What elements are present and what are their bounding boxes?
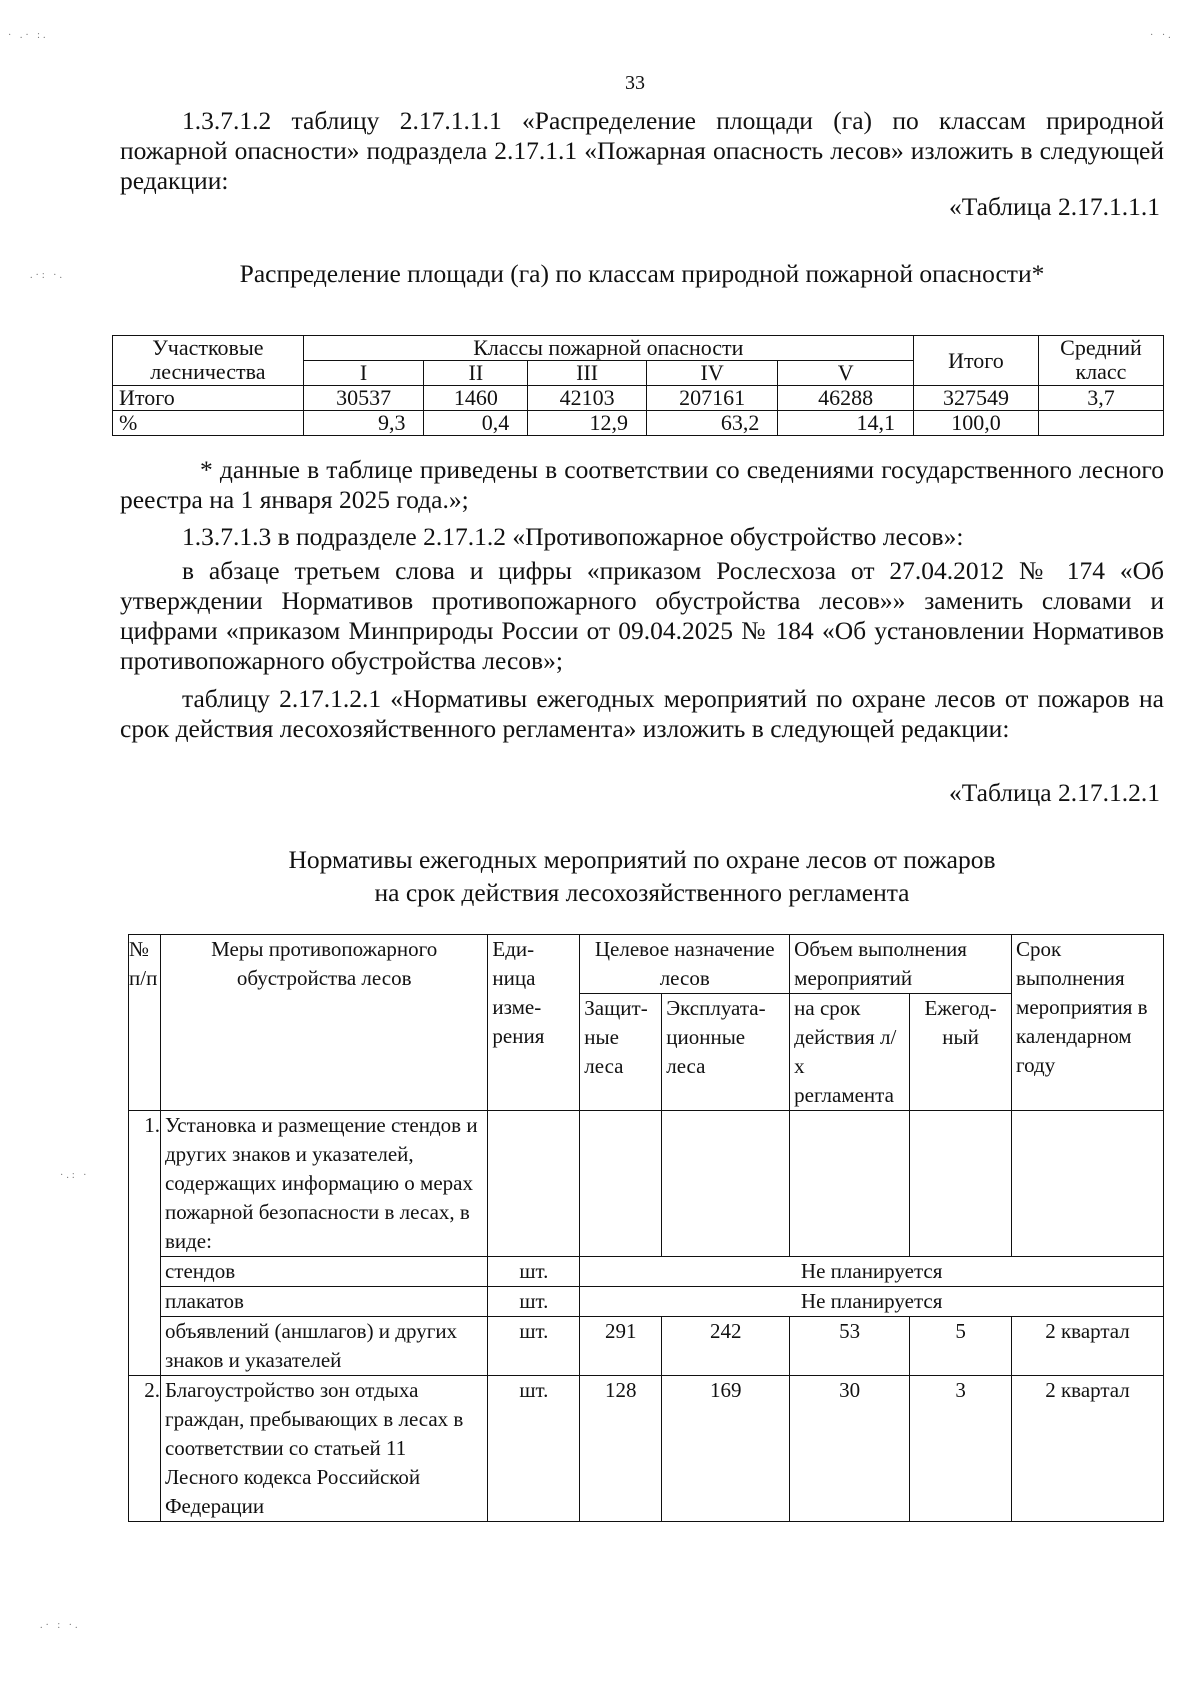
row-measure-text: Установка и размещение стендов и других знаков и указателей, содержащих информацию о мерах пожарной безопасности в лесах, в виде: [160, 1111, 487, 1257]
table1-reference: «Таблица 2.17.1.1.1 [948, 192, 1160, 221]
cell-average: 3,7 [1038, 386, 1163, 411]
fire-protection-measures-table [128, 934, 1164, 1522]
header-exploitation-forests: Эксплуата-ционные леса [662, 994, 790, 1111]
header-total: Итого [913, 336, 1038, 386]
row-label: % [113, 411, 304, 436]
row-not-planned: Не планируется [580, 1287, 1164, 1317]
cell-period: 53 [790, 1317, 910, 1376]
header-protective-forests: Защит-ные леса [580, 994, 662, 1111]
header-classes: Классы пожарной опасности [303, 336, 913, 361]
header-class-3: III [528, 361, 647, 386]
table2-reference: «Таблица 2.17.1.2.1 [948, 778, 1160, 807]
cell-value: 42103 [528, 386, 647, 411]
table1-footnote: * данные в таблице приведены в соответствии со сведениями государственного лесного реестра на 1 января 2025 года.»; [120, 455, 1164, 514]
cell-value: 30537 [303, 386, 424, 411]
row-unit: шт. [488, 1376, 580, 1522]
header-class-2: II [424, 361, 528, 386]
row-not-planned: Не планируется [580, 1257, 1164, 1287]
header-unit: Еди-ница изме-рения [488, 935, 580, 1111]
page-number: 33 [625, 72, 645, 94]
header-annual: Ежегод-ный [910, 994, 1012, 1111]
header-forest-purpose: Целевое назначение лесов [580, 935, 790, 994]
paragraph-1-3-7-1-2: 1.3.7.1.2 таблицу 2.17.1.1.1 «Распределение площади (га) по классам природной пожарной опасности» подраздела 2.17.1.1 «Пожарная опасность лесов» изложить в следующей редакции: [120, 106, 1164, 195]
table1-title: Распределение площади (га) по классам природной пожарной опасности* [239, 259, 1045, 288]
table-row [129, 1111, 1164, 1257]
header-class-4: IV [646, 361, 777, 386]
row-unit: шт. [488, 1257, 580, 1287]
row-unit: шт. [488, 1317, 580, 1376]
header-forestry: Участковые лесничества [113, 336, 304, 386]
table-row [129, 1287, 1164, 1317]
table2-title-line2: на срок действия лесохозяйственного регламента [374, 878, 910, 907]
row-number: 1. [129, 1111, 161, 1376]
cell-deadline: 2 квартал [1012, 1376, 1164, 1522]
table-row [113, 411, 1164, 436]
row-measure-text: плакатов [160, 1287, 487, 1317]
cell-total: 327549 [913, 386, 1038, 411]
cell-value: 63,2 [646, 411, 777, 436]
cell-annual: 5 [910, 1317, 1012, 1376]
cell-value: 14,1 [778, 411, 914, 436]
scan-noise: .· : ·. [40, 1620, 81, 1631]
scan-noise: · .· :. [8, 30, 49, 41]
paragraph-order-replacement: в абзаце третьем слова и цифры «приказом Рослесхоза от 27.04.2012 № 174 «Об утверждении Нормативов противопожарного обустройства лесов»» заменить словами и цифрами «приказом Минприроды России от 09.04.2025 № 184 «Об установлении Нормативов противопожарного обустройства лесов»; [120, 556, 1164, 675]
cell-value: 9,3 [303, 411, 424, 436]
row-label: Итого [113, 386, 304, 411]
paragraph-1-3-7-1-3: 1.3.7.1.3 в подразделе 2.17.1.2 «Противопожарное обустройство лесов»: [182, 522, 964, 551]
header-number: № п/п [129, 935, 161, 1111]
cell-annual: 3 [910, 1376, 1012, 1522]
paragraph-table2-intro: таблицу 2.17.1.2.1 «Нормативы ежегодных мероприятий по охране лесов от пожаров на срок действия лесохозяйственного регламента» изложить в следующей редакции: [120, 684, 1164, 743]
cell-protective: 291 [580, 1317, 662, 1376]
header-class-1: I [303, 361, 424, 386]
cell-value: 12,9 [528, 411, 647, 436]
table-row [129, 1376, 1164, 1522]
header-measures: Меры противопожарного обустройства лесов [160, 935, 487, 1111]
cell-value: 0,4 [424, 411, 528, 436]
table2-title-line1: Нормативы ежегодных мероприятий по охране лесов от пожаров [288, 845, 996, 874]
cell-deadline: 2 квартал [1012, 1317, 1164, 1376]
scan-noise: · ·. [1150, 30, 1174, 41]
row-unit: шт. [488, 1287, 580, 1317]
header-class-5: V [778, 361, 914, 386]
header-volume: Объем выполнения мероприятий [790, 935, 1012, 994]
scan-noise: ·.: · [60, 1170, 90, 1181]
row-number: 2. [129, 1376, 161, 1522]
row-measure-text: стендов [160, 1257, 487, 1287]
table-row [113, 386, 1164, 411]
cell-value: 1460 [424, 386, 528, 411]
header-regulation-period: на срок действия л/х регламента [790, 994, 910, 1111]
cell-protective: 128 [580, 1376, 662, 1522]
header-deadline: Срок выполнения мероприятия в календарном году [1012, 935, 1164, 1111]
row-measure-text: Благоустройство зон отдыха граждан, пребывающих в лесах в соответствии со статьей 11 Лесного кодекса Российской Федерации [160, 1376, 487, 1522]
header-average-class: Средний класс [1038, 336, 1163, 386]
scan-noise: .·: ·. [30, 270, 65, 281]
cell-value: 46288 [778, 386, 914, 411]
cell-average [1038, 411, 1163, 436]
cell-period: 30 [790, 1376, 910, 1522]
row-measure-text: объявлений (аншлагов) и других знаков и указателей [160, 1317, 487, 1376]
cell-value: 207161 [646, 386, 777, 411]
cell-total: 100,0 [913, 411, 1038, 436]
cell-exploitation: 169 [662, 1376, 790, 1522]
table-row [129, 1257, 1164, 1287]
table-row [129, 1317, 1164, 1376]
cell-exploitation: 242 [662, 1317, 790, 1376]
fire-danger-class-table [112, 335, 1164, 436]
